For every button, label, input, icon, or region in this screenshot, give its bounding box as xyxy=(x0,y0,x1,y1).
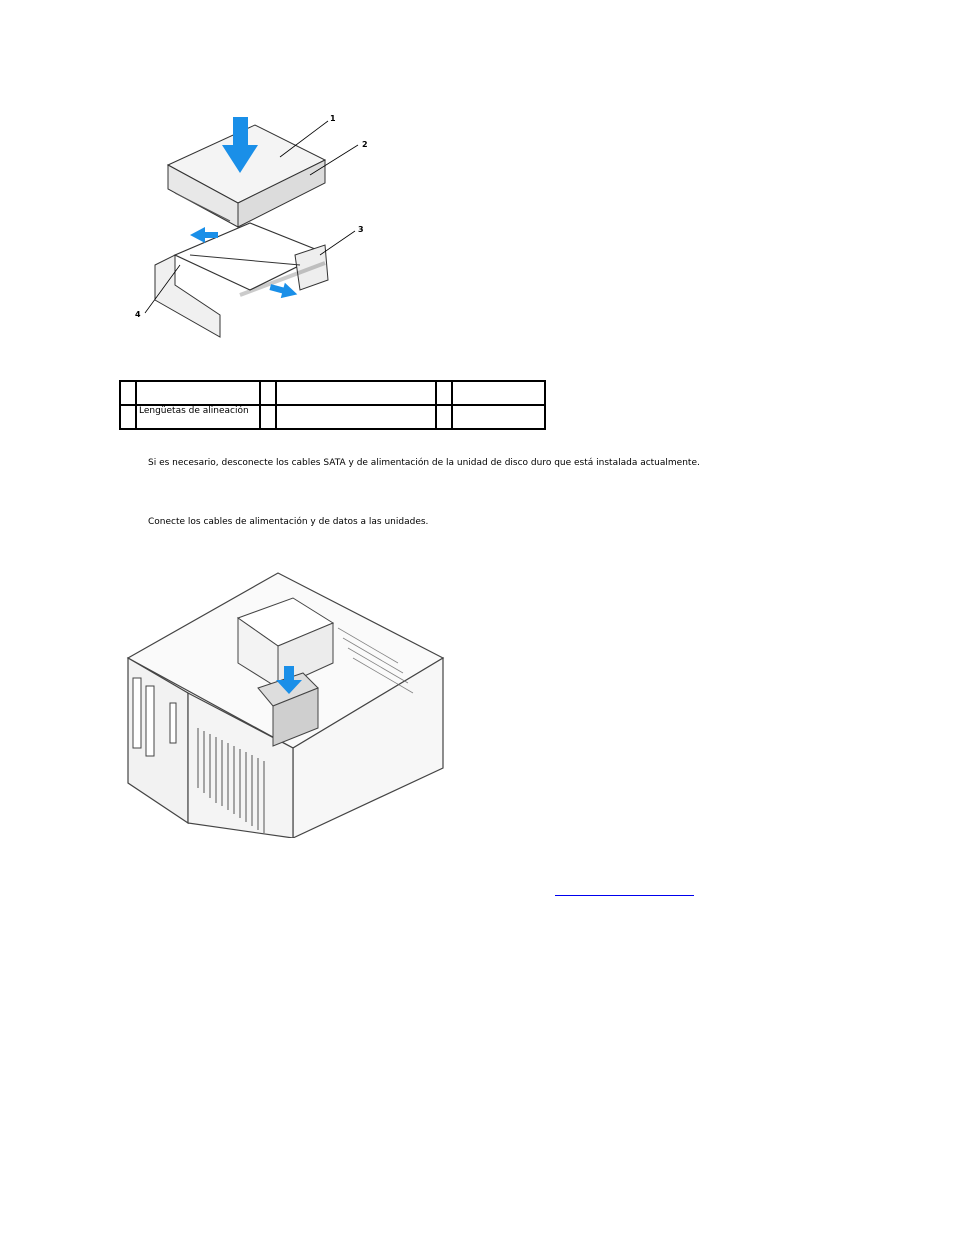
table-cell xyxy=(436,381,452,405)
table-cell xyxy=(120,381,136,405)
table-cell xyxy=(260,405,276,429)
table-cell xyxy=(120,405,136,429)
table-cell xyxy=(136,381,260,405)
chassis-illustration xyxy=(118,568,458,838)
step-text: Conecte los cables de alimentación y de datos a las unidades. xyxy=(148,517,429,527)
table-cell xyxy=(436,405,452,429)
table-cell xyxy=(276,381,436,405)
step-text: Si es necesario, desconecte los cables SATA y de alimentación de la unidad de disco duro que está instalada actualmente. xyxy=(148,458,700,468)
callout-3: 3 xyxy=(358,225,364,234)
table-row xyxy=(120,381,545,405)
table-cell xyxy=(260,381,276,405)
callout-2: 2 xyxy=(362,140,368,149)
link-underline[interactable] xyxy=(555,895,694,896)
table-cell: Lengüetas de alineación xyxy=(136,405,260,429)
table-cell xyxy=(452,405,545,429)
left-arrow-icon xyxy=(190,227,218,243)
table-row xyxy=(120,405,545,429)
table-cell xyxy=(452,381,545,405)
legend-table xyxy=(119,380,546,430)
drive-bracket-illustration xyxy=(130,105,380,345)
callout-4: 4 xyxy=(135,310,141,319)
callout-1: 1 xyxy=(330,114,336,123)
table-cell xyxy=(276,405,436,429)
